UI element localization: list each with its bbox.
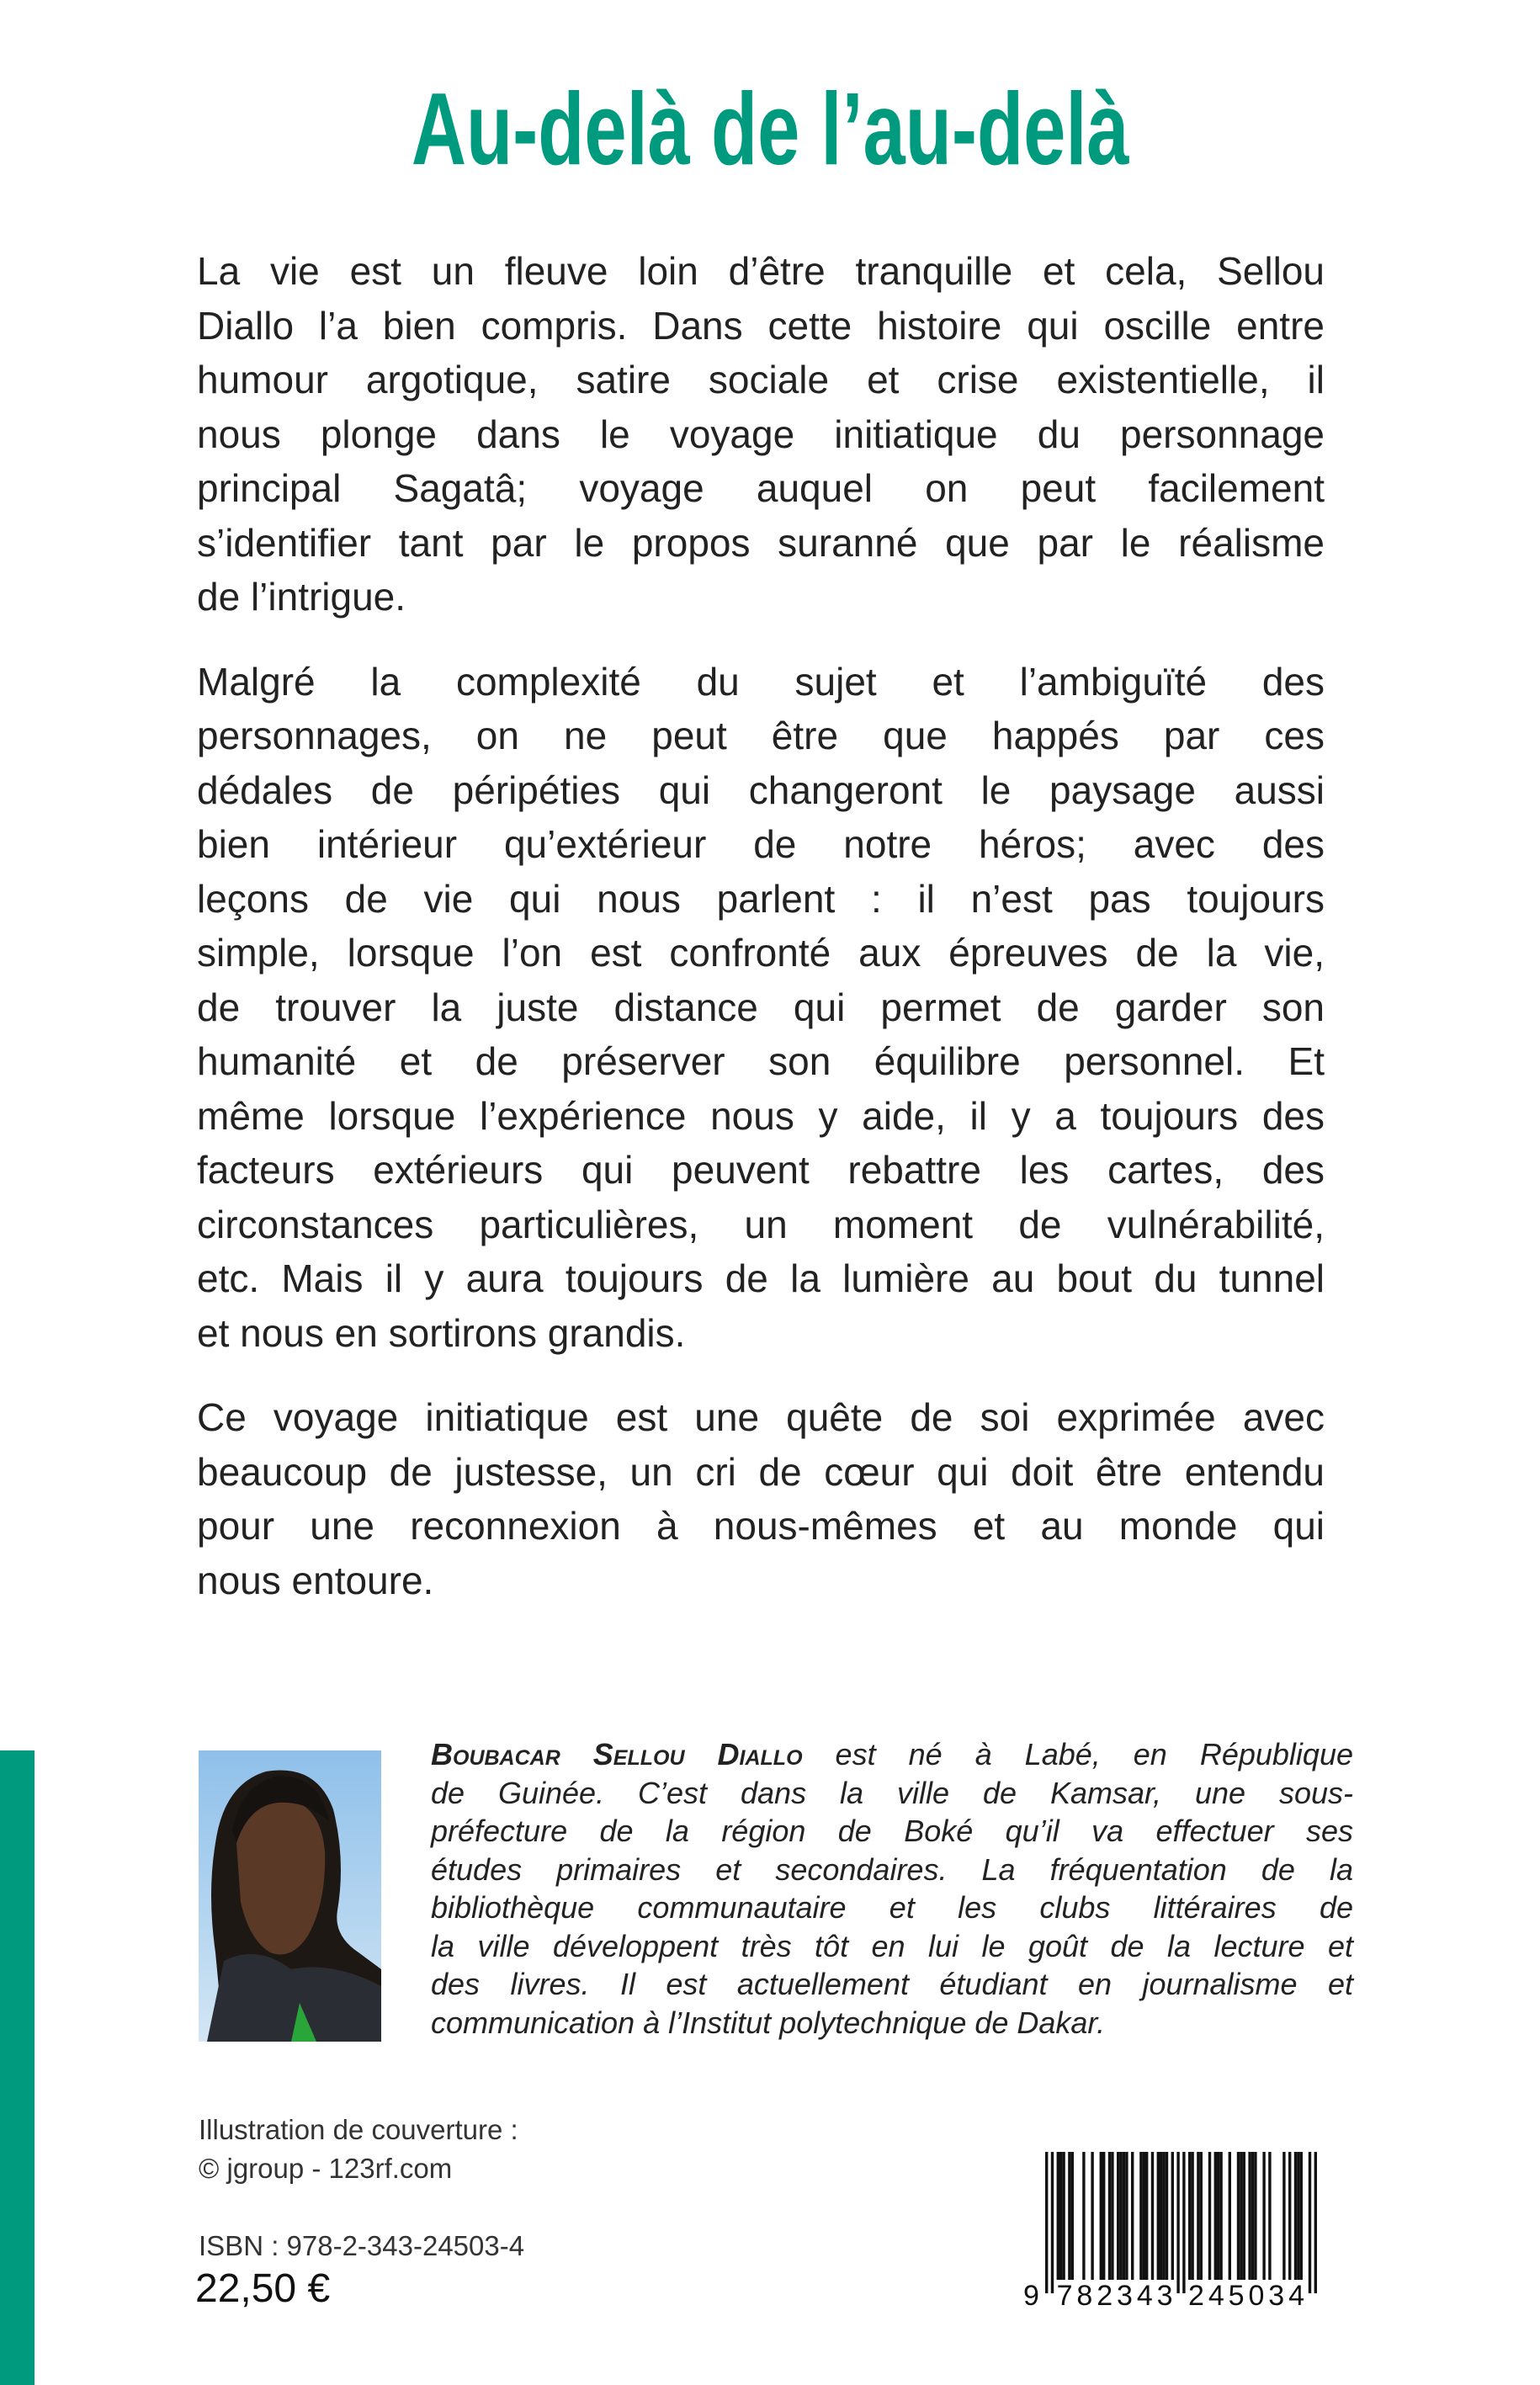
barcode-bar xyxy=(1160,2152,1162,2280)
barcode-bar xyxy=(1059,2152,1062,2280)
barcode-bar xyxy=(1240,2152,1242,2280)
text-line: Malgré la complexité du sujet et l’ambiguïté des xyxy=(197,659,1325,704)
barcode-bar xyxy=(1091,2152,1093,2280)
barcode-bar xyxy=(1125,2152,1128,2280)
paragraph xyxy=(197,655,1325,1361)
barcode-bar xyxy=(1166,2152,1168,2280)
text-line: principal Sagatâ; voyage auquel on peut facilement xyxy=(197,466,1325,510)
barcode-bar xyxy=(1243,2152,1245,2280)
bio-line: études primaires et secondaires. La fréquentation de la xyxy=(431,1851,1353,1887)
barcode-bar xyxy=(1254,2152,1256,2280)
bio-line: des livres. Il est actuellement étudiant en journalisme et xyxy=(431,1967,1353,2001)
barcode-bar xyxy=(1171,2152,1174,2280)
author-bio xyxy=(431,1735,1353,2042)
text-line: de l’intrigue. xyxy=(197,575,406,619)
barcode-bar xyxy=(1151,2152,1154,2280)
book-title: Au-delà de l’au-delà xyxy=(411,72,1129,186)
paragraph xyxy=(197,1390,1325,1607)
text-line: bien intérieur qu’extérieur de notre héros; avec des xyxy=(197,822,1325,866)
accent-bar xyxy=(0,1750,35,2385)
barcode-bar xyxy=(1229,2152,1231,2280)
barcode-bar xyxy=(1117,2152,1119,2280)
barcode-bar xyxy=(1143,2152,1145,2280)
barcode-bar xyxy=(1102,2152,1105,2280)
credit-value: © jgroup - 123rf.com xyxy=(199,2153,453,2184)
barcode-bar xyxy=(1288,2152,1291,2280)
text-line: et nous en sortirons grandis. xyxy=(197,1310,686,1355)
isbn: ISBN : 978-2-343-24503-4 xyxy=(199,2230,525,2261)
paragraph xyxy=(197,244,1325,624)
barcode-bar xyxy=(1268,2152,1271,2280)
text-line: Ce voyage initiatique est une quête de soi exprimée avec xyxy=(197,1395,1325,1439)
text-line: leçons de vie qui nous parlent : il n’est pas toujours xyxy=(197,876,1325,921)
text-line: circonstances particulières, un moment de vulnérabilité, xyxy=(197,1202,1325,1246)
barcode-bar xyxy=(1217,2152,1219,2280)
author-photo xyxy=(199,1750,381,2042)
barcode-bar xyxy=(1057,2152,1059,2280)
barcode-bar xyxy=(1051,2152,1054,2293)
barcode-bar xyxy=(1145,2152,1148,2280)
barcode-bar xyxy=(1045,2152,1048,2293)
barcode-bar xyxy=(1282,2152,1285,2280)
text-line: nous entoure. xyxy=(197,1558,434,1602)
barcode-bar xyxy=(1068,2152,1070,2280)
text-line: simple, lorsque l’on est confronté aux épreuves de la vie, xyxy=(197,931,1325,975)
price: 22,50 € xyxy=(195,2266,331,2311)
barcode-bar xyxy=(1131,2152,1134,2280)
barcode-bar xyxy=(1294,2152,1297,2280)
barcode-bar xyxy=(1300,2152,1303,2280)
text-line: de trouver la juste distance qui permet de garder son xyxy=(197,985,1325,1029)
barcode-bar xyxy=(1119,2152,1122,2280)
blurb xyxy=(197,244,1325,1638)
text-line: s’identifier tant par le propos suranné que par le réalisme xyxy=(197,520,1325,565)
bio-line: de Guinée. C’est dans la ville de Kamsar, une sous- xyxy=(431,1775,1353,1810)
barcode-bar xyxy=(1297,2152,1299,2280)
barcode-bar xyxy=(1219,2152,1222,2280)
bio-line: bibliothèque communautaire et les clubs littéraires de xyxy=(431,1890,1353,1925)
text-line: humour argotique, satire sociale et crise existentielle, il xyxy=(197,358,1325,401)
barcode-bar xyxy=(1188,2152,1191,2280)
barcode-bar xyxy=(1200,2152,1203,2280)
text-line: Diallo l’a bien compris. Dans cette histoire qui oscille entre xyxy=(197,303,1325,348)
barcode-bar xyxy=(1262,2152,1265,2280)
barcode-bar xyxy=(1251,2152,1254,2280)
text-line: La vie est un fleuve loin d’être tranquille et cela, Sellou xyxy=(197,249,1325,293)
barcode-bar xyxy=(1314,2152,1317,2293)
barcode-bar xyxy=(1082,2152,1085,2280)
text-line: dédales de péripéties qui changeront le paysage aussi xyxy=(197,768,1325,812)
barcode-bar xyxy=(1237,2152,1240,2280)
barcode-bar xyxy=(1214,2152,1217,2280)
barcode-bar xyxy=(1108,2152,1111,2280)
barcode-digits: 782343 xyxy=(1056,2280,1173,2310)
barcode-bar xyxy=(1162,2152,1165,2280)
barcode-bar xyxy=(1176,2152,1179,2293)
barcode-digits: 245034 xyxy=(1188,2280,1304,2310)
barcode-bar xyxy=(1062,2152,1065,2280)
barcode-bar xyxy=(1100,2152,1102,2280)
barcode-bar xyxy=(1197,2152,1199,2280)
bio-line: communication à l’Institut polytechnique de Dakar. xyxy=(431,2005,1106,2040)
barcode-bar xyxy=(1309,2152,1311,2293)
text-line: pour une reconnexion à nous-mêmes et au monde qui xyxy=(197,1504,1325,1548)
barcode-bar xyxy=(1248,2152,1251,2280)
text-line: beaucoup de justesse, un cri de cœur qui doit être entendu xyxy=(197,1449,1325,1494)
barcode-bar xyxy=(1182,2152,1185,2293)
text-line: facteurs extérieurs qui peuvent rebattre les cartes, des xyxy=(197,1148,1325,1192)
barcode-bar xyxy=(1191,2152,1193,2280)
cover-credit xyxy=(199,2111,518,2188)
bio-line: la ville développent très tôt en lui le goût de la lecture et xyxy=(431,1928,1353,1963)
barcode-bar xyxy=(1139,2152,1142,2280)
barcode-bar xyxy=(1071,2152,1074,2280)
barcode-bar xyxy=(1208,2152,1211,2280)
text-line: etc. Mais il y aura toujours de la lumière au bout du tunnel xyxy=(197,1256,1325,1300)
barcode xyxy=(1001,2150,1363,2310)
author-name: Boubacar Sellou Diallo xyxy=(431,1737,803,1771)
text-line: même lorsque l’expérience nous y aide, il y a toujours des xyxy=(197,1093,1325,1138)
text-line: nous plonge dans le voyage initiatique du personnage xyxy=(197,412,1325,456)
text-line: humanité et de préserver son équilibre personnel. Et xyxy=(197,1039,1325,1083)
text-line: personnages, on ne peut être que happés par ces xyxy=(197,714,1325,757)
barcode-digits: 9 xyxy=(1023,2280,1039,2310)
barcode-bar xyxy=(1123,2152,1125,2280)
credit-label: Illustration de couverture : xyxy=(199,2114,518,2145)
barcode-bar xyxy=(1111,2152,1113,2280)
bio-line: Boubacar Sellou Diallo est né à Labé, en République xyxy=(431,1737,1353,1771)
barcode-bar xyxy=(1157,2152,1160,2280)
bio-line: préfecture de la région de Boké qu’il va effectuer ses xyxy=(431,1814,1353,1848)
